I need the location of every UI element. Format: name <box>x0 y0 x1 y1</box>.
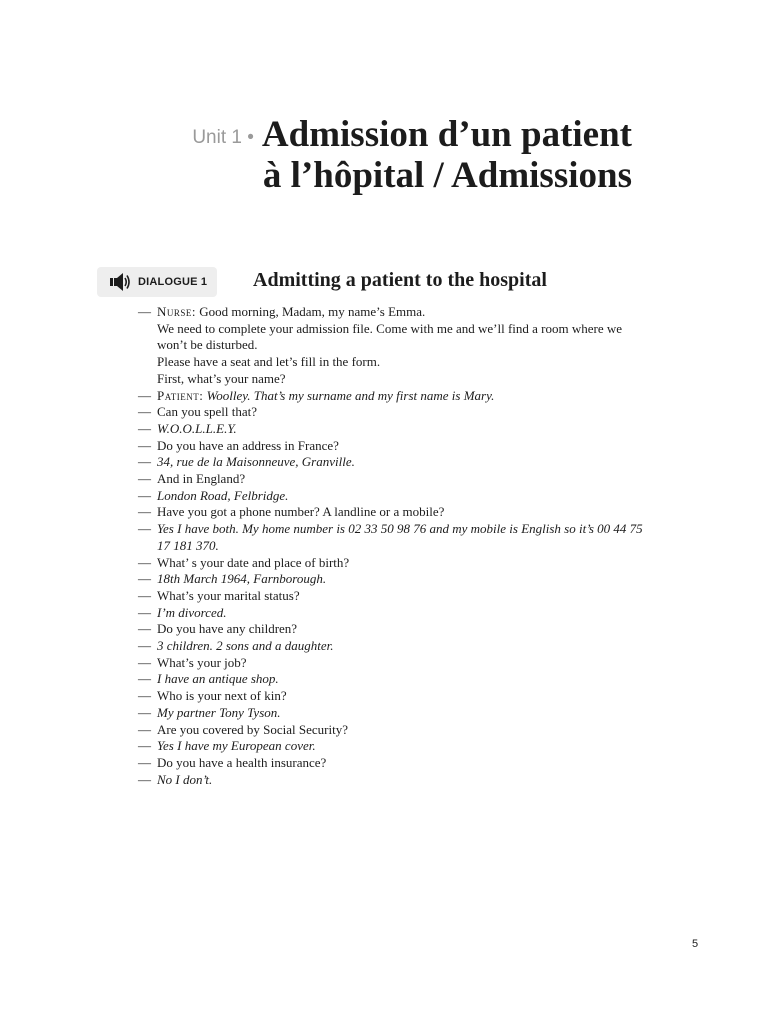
dialogue-line <box>138 421 648 438</box>
line-dash: — <box>138 487 151 503</box>
line-text: Yes I have my European cover. <box>157 738 316 754</box>
line-text: First, what’s your name? <box>157 370 286 386</box>
line-text: I’m divorced. <box>157 604 227 620</box>
dialogue-line <box>138 471 648 488</box>
dialogue-line <box>138 621 648 638</box>
line-text: No I don’t. <box>157 771 213 787</box>
line-dash: — <box>138 771 151 787</box>
line-text: Can you spell that? <box>157 404 258 420</box>
line-dash: — <box>138 721 151 737</box>
dialogue-line <box>138 705 648 722</box>
line-dash: — <box>138 738 151 754</box>
line-text: What’s your job? <box>157 654 247 670</box>
line-dash: — <box>138 504 151 520</box>
line-dash: — <box>138 387 151 403</box>
line-dash: — <box>138 420 151 436</box>
line-text: Are you covered by Social Security? <box>157 721 348 737</box>
line-dash: — <box>138 638 151 654</box>
dialogue-lines <box>138 304 648 788</box>
unit-bullet: • <box>247 127 254 148</box>
line-text: 34, rue de la Maisonneuve, Granville. <box>157 454 355 470</box>
line-dash: — <box>138 521 151 537</box>
dialogue-title: Admitting a patient to the hospital <box>253 269 547 291</box>
speaker-label: Nurse: <box>157 304 197 319</box>
title-line-2: à l’hôpital / Admissions <box>262 155 632 196</box>
dialogue-line <box>138 388 648 405</box>
line-text: Who is your next of kin? <box>157 688 287 704</box>
page-number: 5 <box>692 938 699 950</box>
line-dash: — <box>138 571 151 587</box>
dialogue-line <box>138 555 648 572</box>
line-text: Woolley. That’s my surname and my first name is Mary. <box>203 387 495 403</box>
line-text: 3 children. 2 sons and a daughter. <box>157 638 334 654</box>
line-dash: — <box>138 754 151 770</box>
dialogue-line <box>138 605 648 622</box>
line-text: I have an antique shop. <box>157 671 279 687</box>
line-dash: — <box>138 304 151 319</box>
line-dash: — <box>138 671 151 687</box>
title-line-1 <box>0 116 632 157</box>
line-text: London Road, Felbridge. <box>157 487 289 503</box>
dialogue-line <box>138 488 648 505</box>
dialogue-line <box>138 354 648 371</box>
line-dash: — <box>138 454 151 470</box>
line-text: Do you have any children? <box>157 621 298 637</box>
line-text: W.O.O.L.L.E.Y. <box>157 420 237 436</box>
dialogue-line <box>138 738 648 755</box>
dialogue-line <box>138 404 648 421</box>
unit-label-text: Unit 1 <box>192 127 242 148</box>
speaker-icon <box>109 272 131 292</box>
line-text: We need to complete your admission file. Come with me and we’ll find a room where we won’t be disturbed. <box>157 320 623 353</box>
line-text: Do you have an address in France? <box>157 437 339 453</box>
page-title <box>0 116 632 195</box>
dialogue-line <box>138 655 648 672</box>
line-dash: — <box>138 471 151 487</box>
line-text: Have you got a phone number? A landline or a mobile? <box>157 504 445 520</box>
line-dash: — <box>138 404 151 420</box>
line-dash: — <box>138 704 151 720</box>
speaker-label: Patient: <box>157 387 204 403</box>
line-dash: — <box>138 688 151 704</box>
dialogue-line <box>138 521 648 554</box>
line-text: Do you have a health insurance? <box>157 754 327 770</box>
dialogue-line <box>138 321 648 354</box>
dialogue-line <box>138 588 648 605</box>
dialogue-line <box>138 671 648 688</box>
dialogue-line <box>138 371 648 388</box>
line-dash: — <box>138 587 151 603</box>
dialogue-line <box>138 772 648 789</box>
line-text: Yes I have both. My home number is 02 33 50 98 76 and my mobile is English so it’s 00 44 75 17 181 370. <box>157 521 643 553</box>
dialogue-line <box>138 438 648 455</box>
line-dash: — <box>138 554 151 570</box>
line-text: Please have a seat and let’s fill in the form. <box>157 354 381 370</box>
dialogue-line <box>138 688 648 705</box>
dialogue-badge[interactable] <box>97 267 217 297</box>
dialogue-line <box>138 722 648 739</box>
dialogue-line <box>138 504 648 521</box>
line-dash: — <box>138 604 151 620</box>
line-dash: — <box>138 654 151 670</box>
title-text-1: Admission d’un patient <box>261 114 632 155</box>
line-text: 18th March 1964, Farnborough. <box>157 571 327 587</box>
dialogue-line <box>138 304 648 321</box>
dialogue-line <box>138 454 648 471</box>
dialogue-line <box>138 755 648 772</box>
line-dash: — <box>138 621 151 637</box>
line-text: What’ s your date and place of birth? <box>157 554 350 570</box>
dialogue-badge-label: DIALOGUE 1 <box>138 276 208 288</box>
line-text: What’s your marital status? <box>157 587 300 603</box>
unit-label <box>192 127 254 148</box>
line-text: And in England? <box>157 471 246 487</box>
line-dash: — <box>138 437 151 453</box>
dialogue-line <box>138 638 648 655</box>
dialogue-line <box>138 571 648 588</box>
line-text: My partner Tony Tyson. <box>157 704 281 720</box>
line-text: Good morning, Madam, my name’s Emma. <box>196 304 426 319</box>
